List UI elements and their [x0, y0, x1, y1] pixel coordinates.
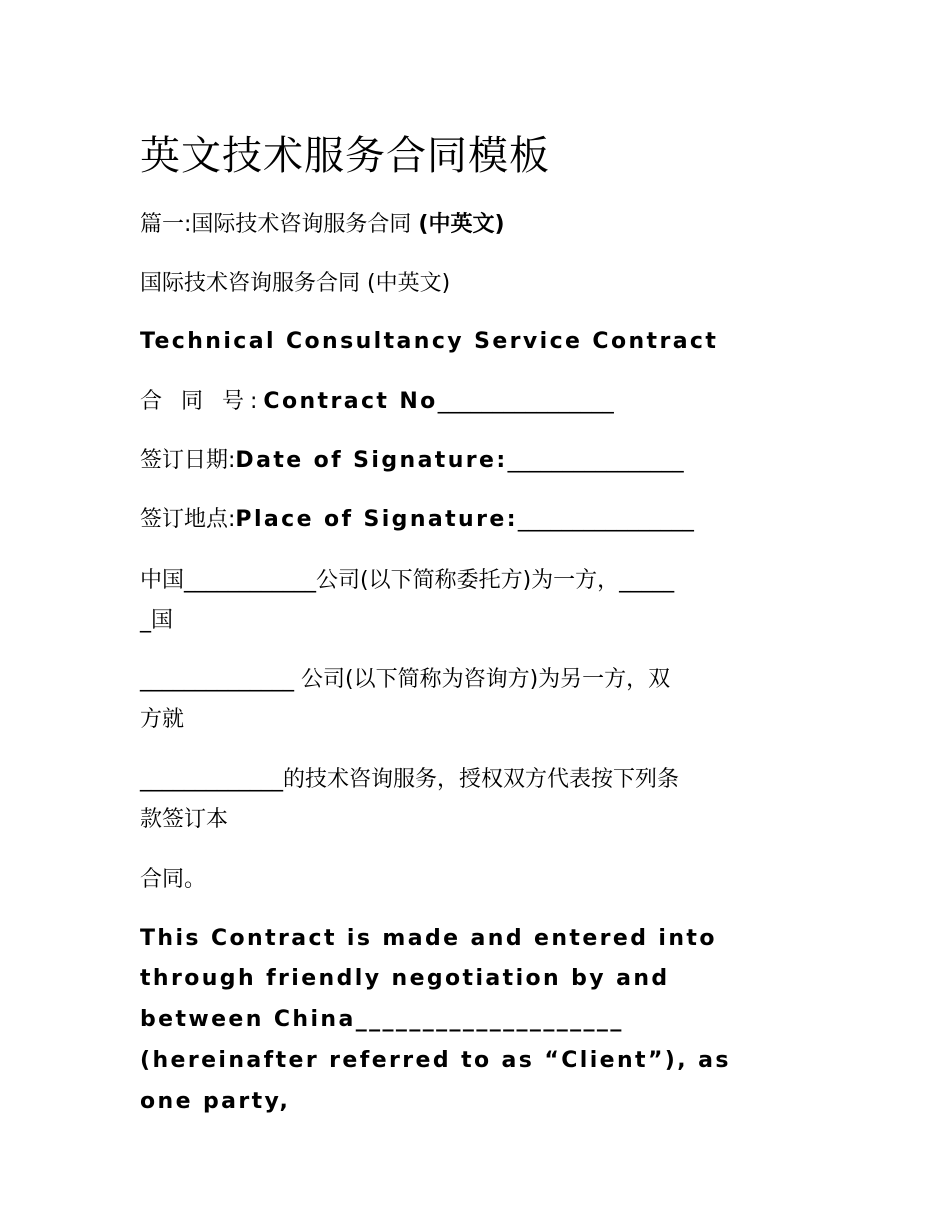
place-of-signature-line: [140, 500, 694, 540]
section-heading: [140, 205, 505, 245]
paragraph-en-line-4: (hereinafter referred to as “Client”), as: [140, 1048, 731, 1073]
subtitle-cn: 国际技术咨询服务合同 (中英文): [140, 271, 451, 296]
paragraph-en-line-5: one party,: [140, 1089, 291, 1114]
document-title: 英文技术服务合同模板: [140, 133, 550, 179]
paragraph-cn-line-7: 合同。: [140, 867, 207, 892]
paragraph-en-line-3: between China____________________: [140, 1007, 624, 1032]
paragraph-cn-line-1: 中国____________公司(以下简称委托方)为一方，_____: [140, 568, 675, 593]
contract-no-line: [140, 382, 614, 422]
contract-title-en: Technical Consultancy Service Contract: [140, 329, 719, 354]
paragraph-cn-line-3: ______________ 公司(以下简称为咨询方)为另一方，双: [140, 667, 671, 692]
section-heading-cn: 篇一:国际技术咨询服务合同: [140, 212, 412, 237]
date-label-en: Date of Signature:: [235, 448, 508, 473]
contract-no-blank: ________________: [437, 389, 614, 414]
date-label-cn: 签订日期:: [140, 448, 236, 473]
section-heading-paren: (中英文): [418, 212, 505, 237]
paragraph-cn-line-4: 方就: [140, 707, 185, 732]
date-blank: ________________: [507, 448, 684, 473]
contract-no-label-cn: 合 同 号:: [140, 389, 264, 414]
date-of-signature-line: [140, 441, 684, 481]
place-label-en: Place of Signature:: [235, 507, 518, 532]
place-label-cn: 签订地点:: [140, 507, 236, 532]
place-blank: ________________: [517, 507, 694, 532]
paragraph-cn-line-5: _____________的技术咨询服务，授权双方代表按下列条: [140, 767, 680, 792]
contract-no-label-en: Contract No: [263, 389, 438, 414]
paragraph-cn-line-6: 款签订本: [140, 807, 229, 832]
paragraph-cn-line-2: _国: [140, 608, 174, 633]
paragraph-en-line-1: This Contract is made and entered into: [140, 926, 717, 951]
paragraph-en-line-2: through friendly negotiation by and: [140, 966, 670, 991]
